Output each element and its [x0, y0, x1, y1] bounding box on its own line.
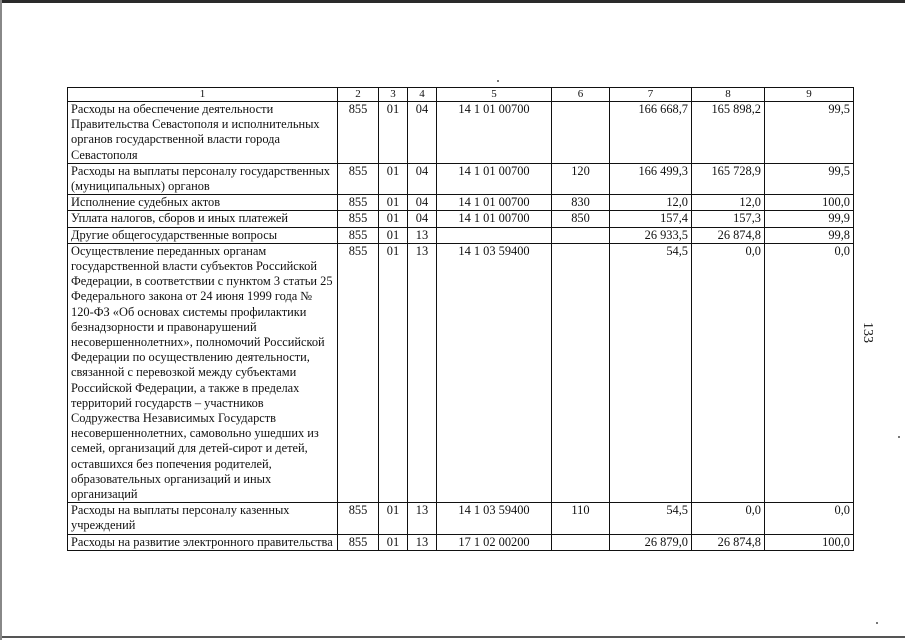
- cell-subsection: 13: [408, 227, 437, 243]
- table-row: [68, 163, 854, 194]
- header-cell: 4: [408, 88, 437, 102]
- cell-section: 01: [379, 243, 408, 502]
- cell-percent: 100,0: [765, 534, 854, 550]
- cell-ministry: 855: [338, 227, 379, 243]
- scan-left-edge: [0, 0, 2, 640]
- cell-percent: 100,0: [765, 195, 854, 211]
- cell-expense-type: 850: [552, 211, 610, 227]
- cell-percent: 99,9: [765, 211, 854, 227]
- cell-target-article: 14 1 01 00700: [437, 102, 552, 164]
- cell-section: 01: [379, 102, 408, 164]
- table-row: [68, 534, 854, 550]
- table-row: [68, 503, 854, 534]
- cell-executed: 165 898,2: [692, 102, 765, 164]
- header-cell: 6: [552, 88, 610, 102]
- header-cell: 5: [437, 88, 552, 102]
- cell-ministry: 855: [338, 503, 379, 534]
- row-name: Исполнение судебных актов: [68, 195, 338, 211]
- page-number: 133: [860, 322, 875, 343]
- cell-ministry: 855: [338, 534, 379, 550]
- header-cell: 2: [338, 88, 379, 102]
- header-cell: 7: [610, 88, 692, 102]
- cell-expense-type: [552, 102, 610, 164]
- cell-executed: 26 874,8: [692, 227, 765, 243]
- cell-ministry: 855: [338, 102, 379, 164]
- header-cell: 9: [765, 88, 854, 102]
- cell-planned: 166 668,7: [610, 102, 692, 164]
- cell-target-article: 14 1 01 00700: [437, 163, 552, 194]
- cell-planned: 26 879,0: [610, 534, 692, 550]
- cell-expense-type: 830: [552, 195, 610, 211]
- cell-section: 01: [379, 163, 408, 194]
- cell-expense-type: [552, 227, 610, 243]
- table-row: [68, 102, 854, 164]
- cell-target-article: 14 1 01 00700: [437, 211, 552, 227]
- row-name: Расходы на развитие электронного правительства: [68, 534, 338, 550]
- table-row: [68, 195, 854, 211]
- cell-target-article: [437, 227, 552, 243]
- table-row: [68, 227, 854, 243]
- cell-section: 01: [379, 211, 408, 227]
- row-name: Осуществление переданных органам государственной власти субъектов Российской Федерации, в соответствии с пунктом 3 статьи 25 Федерального закона от 24 июня 1999 года № 120-ФЗ «Об основах системы профилактики безнадзорности и правонарушений несовершеннолетних», полномочий Российской Федерации по осуществлению деятельности, связанной с перевозкой между субъектами Российской Федерации, а также в пределах территорий государств – участников Содружества Независимых Государств несовершеннолетних, самовольно ушедших из семей, организаций для детей-сирот и детей, оставшихся без попечения родителей, образовательных организаций и иных организаций: [68, 243, 338, 502]
- cell-planned: 54,5: [610, 503, 692, 534]
- cell-section: 01: [379, 195, 408, 211]
- header-cell: 1: [68, 88, 338, 102]
- cell-expense-type: [552, 534, 610, 550]
- cell-target-article: 14 1 03 59400: [437, 243, 552, 502]
- cell-executed: 0,0: [692, 243, 765, 502]
- header-cell: 8: [692, 88, 765, 102]
- cell-percent: 99,5: [765, 163, 854, 194]
- cell-subsection: 04: [408, 211, 437, 227]
- cell-planned: 12,0: [610, 195, 692, 211]
- cell-planned: 26 933,5: [610, 227, 692, 243]
- cell-planned: 166 499,3: [610, 163, 692, 194]
- cell-subsection: 04: [408, 163, 437, 194]
- scan-top-edge: [0, 0, 905, 3]
- cell-subsection: 13: [408, 243, 437, 502]
- scan-speck: [876, 622, 878, 624]
- cell-expense-type: 110: [552, 503, 610, 534]
- scan-speck: [898, 436, 900, 438]
- cell-percent: 99,8: [765, 227, 854, 243]
- row-name: Расходы на выплаты персоналу государственных (муниципальных) органов: [68, 163, 338, 194]
- cell-ministry: 855: [338, 243, 379, 502]
- header-cell: 3: [379, 88, 408, 102]
- cell-executed: 157,3: [692, 211, 765, 227]
- cell-percent: 0,0: [765, 503, 854, 534]
- row-name: Уплата налогов, сборов и иных платежей: [68, 211, 338, 227]
- scan-bottom-edge: [0, 636, 905, 638]
- cell-expense-type: 120: [552, 163, 610, 194]
- cell-ministry: 855: [338, 211, 379, 227]
- cell-section: 01: [379, 503, 408, 534]
- cell-section: 01: [379, 227, 408, 243]
- cell-target-article: 17 1 02 00200: [437, 534, 552, 550]
- cell-section: 01: [379, 534, 408, 550]
- cell-planned: 54,5: [610, 243, 692, 502]
- cell-ministry: 855: [338, 195, 379, 211]
- cell-target-article: 14 1 01 00700: [437, 195, 552, 211]
- cell-percent: 99,5: [765, 102, 854, 164]
- cell-subsection: 13: [408, 503, 437, 534]
- row-name: Другие общегосударственные вопросы: [68, 227, 338, 243]
- table-header-row: [68, 88, 854, 102]
- cell-ministry: 855: [338, 163, 379, 194]
- table-row: [68, 211, 854, 227]
- cell-planned: 157,4: [610, 211, 692, 227]
- scan-speck: [497, 80, 499, 82]
- cell-executed: 12,0: [692, 195, 765, 211]
- cell-subsection: 04: [408, 195, 437, 211]
- cell-expense-type: [552, 243, 610, 502]
- cell-subsection: 04: [408, 102, 437, 164]
- row-name: Расходы на выплаты персоналу казенных учреждений: [68, 503, 338, 534]
- cell-executed: 26 874,8: [692, 534, 765, 550]
- cell-executed: 165 728,9: [692, 163, 765, 194]
- cell-subsection: 13: [408, 534, 437, 550]
- cell-target-article: 14 1 03 59400: [437, 503, 552, 534]
- budget-table: [67, 87, 854, 551]
- row-name: Расходы на обеспечение деятельности Правительства Севастополя и исполнительных органов государственной власти города Севастополя: [68, 102, 338, 164]
- table-row: [68, 243, 854, 502]
- cell-percent: 0,0: [765, 243, 854, 502]
- cell-executed: 0,0: [692, 503, 765, 534]
